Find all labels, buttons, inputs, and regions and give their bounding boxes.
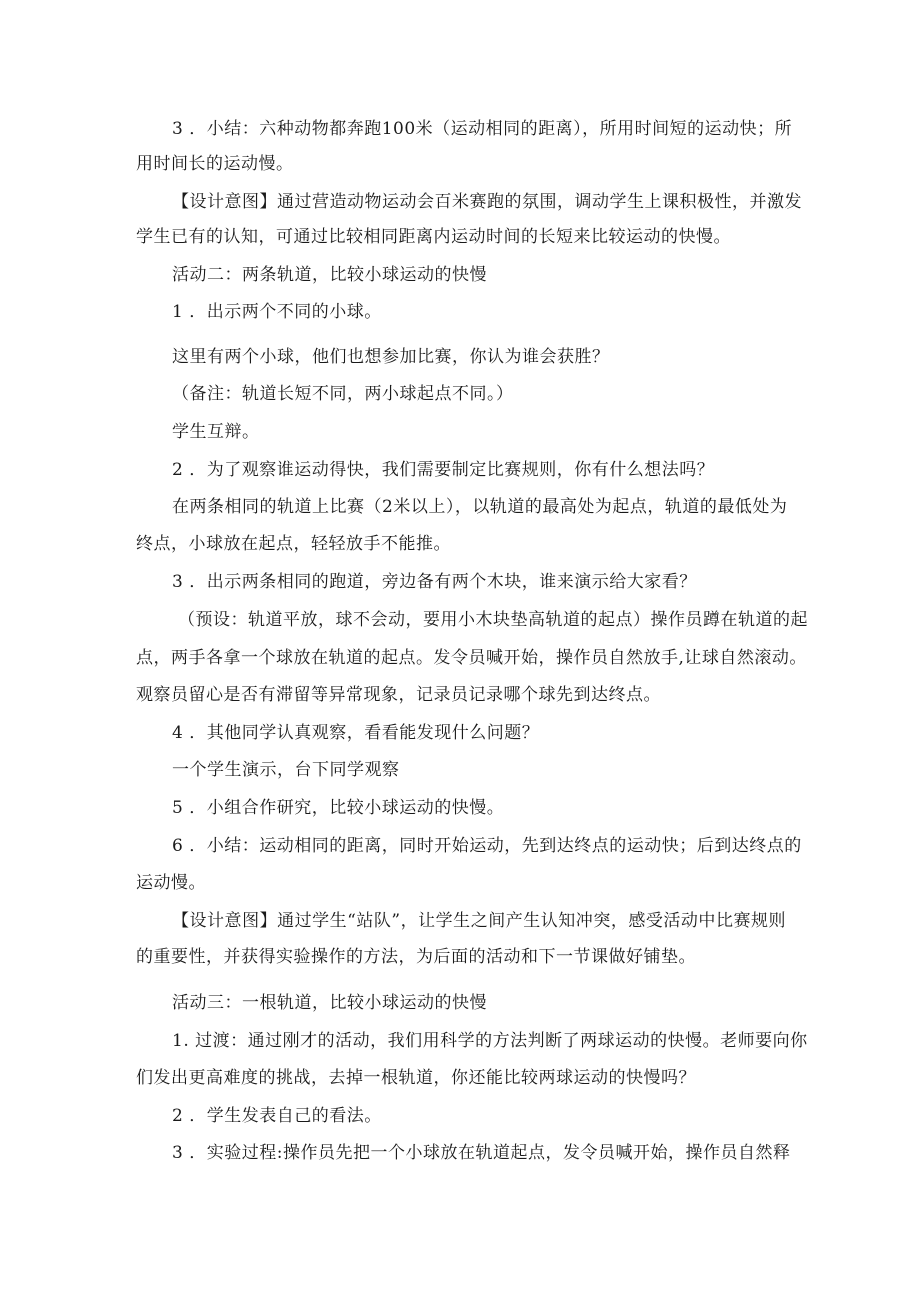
design-intent-1-line-2: 学生已有的认知，可通过比较相同距离内运动时间的长短来比较运动的快慢。 [136,227,731,247]
summary-6-line-1: 6 ．小结：运动相同的距离，同时开始运动，先到达终点的运动快；后到达终点的 [172,836,802,856]
step-2-students-opinion: 2 ．学生发表自己的看法。 [172,1106,382,1126]
transition-line-1: 1. 过渡：通过刚才的活动，我们用科学的方法判断了两球运动的快慢。老师要向你 [172,1031,808,1051]
preset-line-1: （预设：轨道平放，球不会动，要用小木块垫高轨道的起点）操作员蹲在轨道的起 [178,610,808,630]
step-4-paragraph: 4 ．其他同学认真观察，看看能发现什么问题？ [172,723,540,743]
design-intent-2-line-1: 【设计意图】通过学生“站队”，让学生之间产生认知冲突，感受活动中比赛规则 [172,911,786,931]
experiment-process-line: 3 ．实验过程:操作员先把一个小球放在轨道起点，发令员喊开始，操作员自然释 [172,1143,791,1163]
summary-3-line-2: 用时间长的运动慢。 [136,154,294,174]
students-debate: 学生互辩。 [172,422,260,442]
transition-line-2: 们发出更高难度的挑战，去掉一根轨道，你还能比较两球运动的快慢吗？ [136,1068,696,1088]
rules-line-1: 在两条相同的轨道上比赛（2米以上），以轨道的最高处为起点，轨道的最低处为 [172,497,788,517]
step-2-paragraph: 2 ．为了观察谁运动得快，我们需要制定比赛规则，你有什么想法吗？ [172,460,715,480]
summary-3-line-1: 3 ．小结：六种动物都奔跑100米（运动相同的距离），所用时间短的运动快；所 [172,119,793,139]
step-1-paragraph: 1 ．出示两个不同的小球。 [172,302,382,322]
remark-note: （备注：轨道长短不同，两小球起点不同。） [172,384,514,404]
design-intent-2-line-2: 的重要性，并获得实验操作的方法，为后面的活动和下一节课做好铺垫。 [136,947,696,967]
preset-line-2: 点，两手各拿一个球放在轨道的起点。发令员喊开始，操作员自然放手,让球自然滚动。 [136,648,807,668]
demo-line: 一个学生演示，台下同学观察 [172,760,400,780]
rules-line-2: 终点，小球放在起点，轻轻放手不能推。 [136,534,451,554]
two-balls-question: 这里有两个小球，他们也想参加比赛，你认为谁会获胜？ [172,347,610,367]
activity-3-heading: 活动三：一根轨道，比较小球运动的快慢 [172,993,487,1013]
summary-6-line-2: 运动慢。 [136,873,206,893]
design-intent-1-line-1: 【设计意图】通过营造动物运动会百米赛跑的氛围，调动学生上课积极性，并激发 [172,192,802,212]
step-3-paragraph: 3 ．出示两条相同的跑道，旁边备有两个木块，谁来演示给大家看？ [172,572,697,592]
preset-line-3: 观察员留心是否有滞留等异常现象，记录员记录哪个球先到达终点。 [136,685,661,705]
step-5-paragraph: 5 ．小组合作研究，比较小球运动的快慢。 [172,798,505,818]
activity-2-heading: 活动二：两条轨道，比较小球运动的快慢 [172,265,487,285]
